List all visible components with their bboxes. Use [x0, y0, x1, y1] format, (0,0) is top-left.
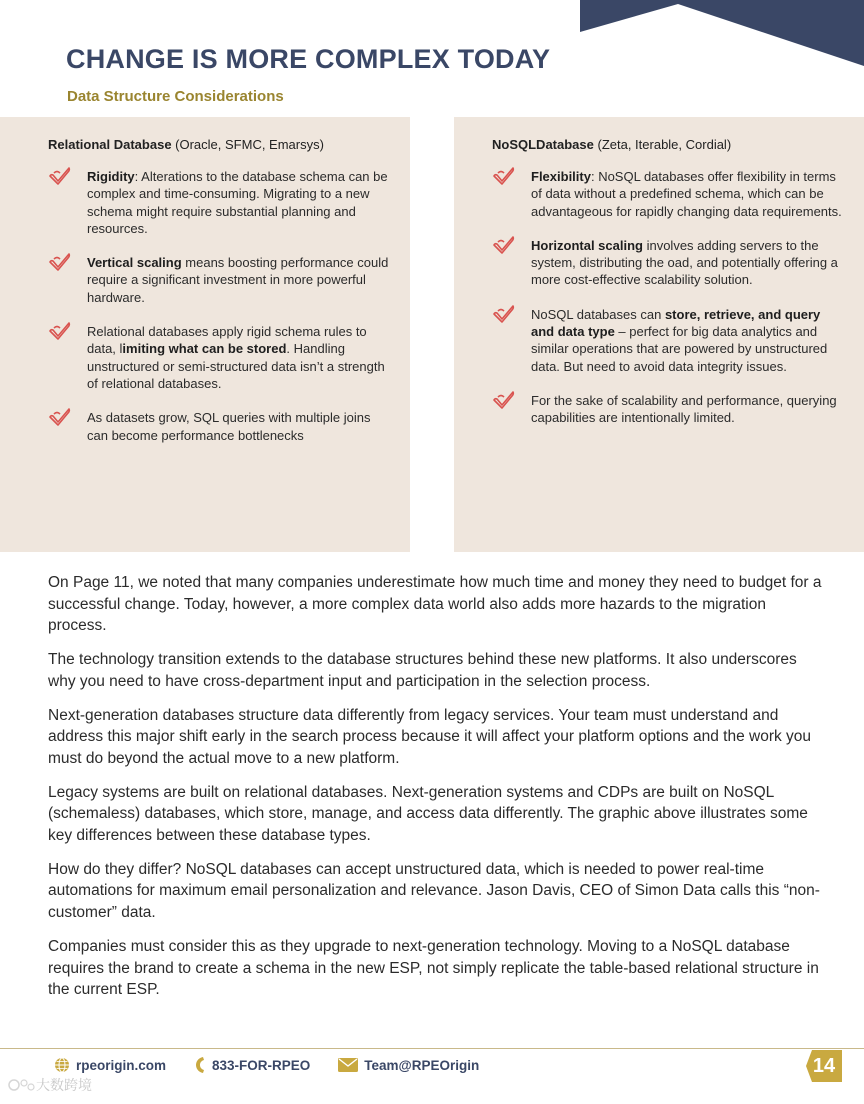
relational-item	[48, 323, 390, 392]
footer-divider	[0, 1048, 864, 1049]
watermark-text: 大数跨境	[36, 1077, 92, 1093]
relational-database-panel	[0, 117, 410, 552]
watermark	[8, 1075, 92, 1095]
relational-item-text: Relational databases apply rigid schema rules to data, limiting what can be stored. Handling unstructured or semi-structured data isn’t a strength of relational databases.	[87, 324, 385, 391]
body-paragraph: The technology transition extends to the database structures behind these new platforms. It also underscores why you need to have cross-department input and participation in the selection process.	[48, 651, 797, 690]
page-number: 14	[812, 1054, 836, 1077]
check-icon	[492, 390, 516, 410]
relational-heading-note: (Oracle, SFMC, Emarsys)	[171, 137, 324, 152]
nosql-heading-note: (Zeta, Iterable, Cordial)	[593, 137, 732, 152]
footer-website-text: rpeorigin.com	[76, 1057, 167, 1073]
nosql-item	[492, 237, 844, 289]
nosql-item	[492, 392, 844, 427]
nosql-item-text: NoSQL databases can store, retrieve, and query and data type – perfect for big data analytics and similar operations that are powered by unstructured data. But need to avoid data integrity issues.	[531, 306, 828, 374]
check-icon	[48, 166, 72, 186]
check-icon	[492, 235, 516, 255]
footer-email-text: Team@RPEOrigin	[364, 1057, 480, 1073]
footer-phone[interactable]	[194, 1056, 310, 1074]
check-icon	[48, 252, 72, 272]
check-icon	[48, 407, 72, 427]
relational-item-text: Vertical scaling means boosting performance could require a significant investment in more powerful hardware.	[87, 255, 389, 305]
relational-heading	[48, 137, 390, 152]
relational-item	[48, 254, 390, 306]
watermark-logo-icon	[8, 1077, 36, 1093]
body-paragraph: On Page 11, we noted that many companies underestimate how much time and money they need to budget for a successful change. Today, however, a more complex data world also adds more hazards to the migration process.	[48, 574, 822, 635]
check-icon	[48, 321, 72, 341]
footer-email[interactable]	[338, 1058, 479, 1073]
relational-heading-title: Relational Database	[48, 137, 172, 152]
footer-phone-text: 833-FOR-RPEO	[212, 1057, 311, 1073]
check-icon	[492, 304, 516, 324]
page-subtitle: Data Structure Considerations	[67, 88, 284, 105]
page-title: CHANGE IS MORE COMPLEX TODAY	[66, 44, 551, 74]
nosql-item-text: For the sake of scalability and performance, querying capabilities are intentionally limited.	[531, 392, 837, 426]
nosql-item	[492, 168, 844, 220]
phone-icon	[194, 1056, 206, 1074]
mail-icon	[338, 1058, 358, 1072]
nosql-heading	[492, 137, 844, 152]
footer-website[interactable]	[54, 1057, 166, 1073]
relational-item-text: Rigidity: Alterations to the database schema can be complex and time-consuming. Migrating to a new schema might require substantial planning and resources.	[87, 169, 388, 236]
header-banner-shape	[580, 0, 864, 70]
relational-item	[48, 409, 390, 444]
footer	[54, 1056, 507, 1074]
nosql-heading-title: NoSQLDatabase	[492, 137, 594, 152]
body-paragraph: Next-generation databases structure data differently from legacy services. Your team must understand and address this major shift early in the search process because it will affect your platform options and the work you must do beyond the actual move to a new platform.	[48, 706, 812, 767]
relational-item-text: As datasets grow, SQL queries with multiple joins can become performance bottlenecks	[87, 410, 371, 443]
body-text	[48, 572, 828, 1013]
globe-icon	[54, 1057, 70, 1073]
nosql-item	[492, 306, 844, 375]
relational-item	[48, 168, 390, 237]
body-paragraph: Legacy systems are built on relational databases. Next-generation systems and CDPs are built on NoSQL (schemaless) databases, which store, manage, and access data differently. The graphic above illustrates some key differences between these database types.	[48, 783, 808, 845]
nosql-database-panel	[454, 117, 864, 552]
check-icon	[492, 166, 516, 186]
nosql-item-text: Flexibility: NoSQL databases offer flexibility in terms of data without a predefined schema, which can be advantageous for rapidly changing data requirements.	[531, 169, 842, 219]
body-paragraph: How do they differ? NoSQL databases can accept unstructured data, which is needed to power real-time automations for maximum email personalization and relevance. Jason Davis, CEO of Simon Data calls this “non-customer” data.	[48, 860, 820, 922]
body-paragraph: Companies must consider this as they upgrade to next-generation technology. Moving to a NoSQL database requires the brand to create a schema in the new ESP, not simply replicate the table-based relational structure in the current ESP.	[48, 937, 819, 999]
nosql-item-text: Horizontal scaling involves adding servers to the system, distributing the oad, and potentially offering a more cost-effective scalability solution.	[531, 237, 838, 288]
